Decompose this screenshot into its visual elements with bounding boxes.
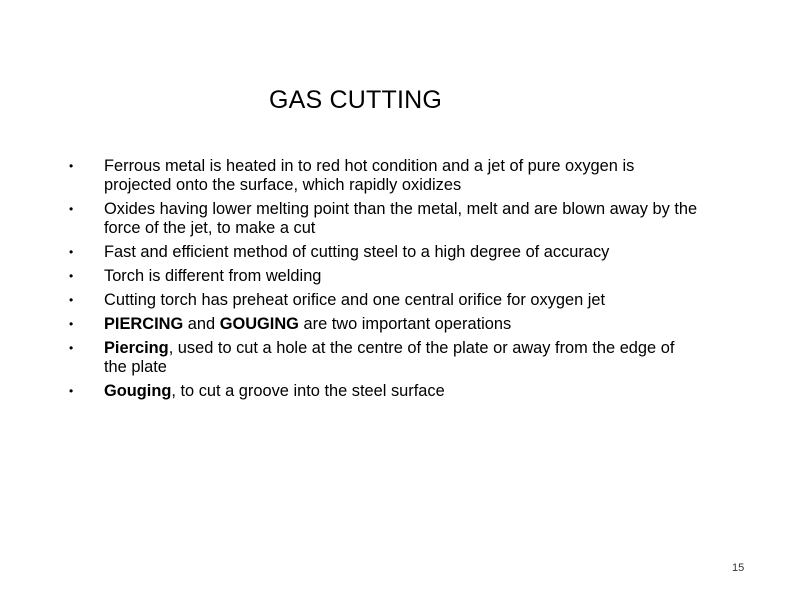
bullet-connector: and	[183, 315, 220, 333]
bullet-item	[60, 339, 700, 377]
bullet-item	[60, 200, 700, 238]
bullet-text: Ferrous metal is heated in to red hot condition and a jet of pure oxygen is projected onto the surface, which rapidly oxidizes	[104, 157, 635, 194]
bullet-text: Fast and efficient method of cutting steel to a high degree of accuracy	[104, 243, 610, 261]
bullet-icon: •	[69, 202, 74, 216]
bullet-text: Cutting torch has preheat orifice and one central orifice for oxygen jet	[104, 291, 606, 309]
bullet-icon: •	[69, 269, 74, 283]
bullet-bold-term: Gouging	[104, 382, 172, 400]
bullet-icon: •	[69, 317, 74, 331]
bullet-rest: , used to cut a hole at the centre of the plate or away from the edge of the plate	[104, 339, 675, 376]
bullet-bold-term: Piercing	[104, 339, 169, 357]
bullet-rest: , to cut a groove into the steel surface	[171, 382, 445, 400]
bullet-item	[60, 291, 700, 310]
bullet-icon: •	[69, 341, 74, 355]
bullet-icon: •	[69, 245, 74, 259]
bullet-list	[60, 157, 700, 406]
bullet-icon: •	[69, 159, 74, 173]
bullet-icon: •	[69, 384, 74, 398]
bullet-item	[60, 243, 700, 262]
bullet-item	[60, 157, 700, 195]
bullet-text: Oxides having lower melting point than the metal, melt and are blown away by the force of the jet, to make a cut	[104, 200, 698, 237]
slide-title: GAS CUTTING	[269, 86, 443, 114]
bullet-item	[60, 382, 700, 401]
bullet-rest: are two important operations	[298, 315, 512, 333]
bullet-bold-term: PIERCING	[104, 315, 184, 333]
bullet-icon: •	[69, 293, 74, 307]
page-number: 15	[732, 562, 745, 574]
bullet-text	[104, 315, 511, 333]
bullet-item	[60, 267, 700, 286]
bullet-text: Torch is different from welding	[104, 267, 322, 285]
bullet-text	[104, 339, 674, 376]
bullet-bold-term: GOUGING	[219, 315, 299, 333]
bullet-item	[60, 315, 700, 334]
bullet-text	[104, 382, 445, 400]
